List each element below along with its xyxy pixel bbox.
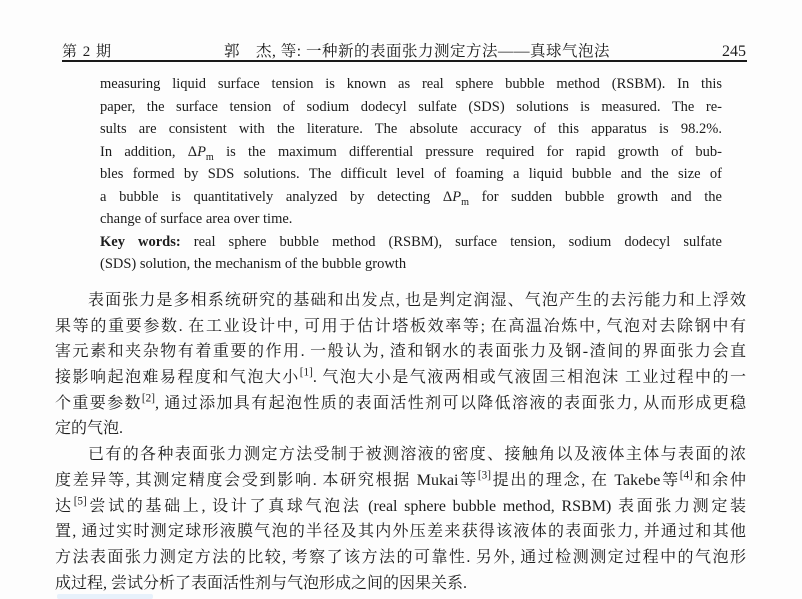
- page-number: 245: [721, 43, 746, 60]
- text-line: 表面张力是多相系统研究的基础和出发点, 也是判定润湿、气泡产生的去污能力和上浮效: [88, 292, 746, 309]
- text-line: bles formed by SDS solutions. The difficult level of foaming a liquid bubble and the size of: [100, 166, 722, 182]
- text-line: a bubble is quantitatively analyzed by detecting $\Delta P_m$ for sudden bubble growth and the: [100, 188, 722, 208]
- text-line: 果等的重要参数. 在工业设计中, 可用于估计塔板效率等; 在高温冶炼中, 气泡对去除钢中有: [55, 317, 746, 335]
- text-line: 成过程, 尝试分析了表面活性剂与气泡形成之间的因果关系.: [55, 574, 468, 592]
- text-line: In addition, $\Delta P_m$ is the maximum differential pressure required for rapid growth of bub-: [100, 143, 722, 163]
- running-title: 郭 杰, 等: 一种新的表面张力测定方法——真球气泡法: [224, 43, 610, 60]
- text-line: 度差异等, 其测定精度会受到影响. 本研究根据 Mukai等[3]提出的理念, 在 Takebe等[4]和余仲: [55, 469, 746, 489]
- body-paragraph-1: [55, 288, 746, 442]
- text-line: 置, 通过实时测定球形液膜气泡的半径及其内外压差来获得该液体的表面张力, 并通过和其他: [55, 523, 746, 541]
- text-line: 已有的各种表面张力测定方法受制于被测溶液的密度、接触角以及液体主体与表面的浓: [88, 446, 746, 464]
- text-line: change of surface area over time.: [100, 211, 293, 227]
- header-rule: [62, 60, 747, 62]
- body-paragraph-2: [55, 442, 746, 596]
- text-line: 接影响起泡难易程度和气泡大小[1]. 气泡大小是气液两相或气液固三相泡沫 工业过程中的一: [55, 366, 746, 387]
- text-line: 达[5]尝试的基础上, 设计了真球气泡法 (real sphere bubble method, RSBM) 表面张力测定装: [55, 495, 746, 515]
- text-line: 方法表面张力测定方法的比较, 考察了该方法的可靠性. 另外, 通过检测测定过程中的气泡形: [55, 548, 746, 566]
- body-text: [55, 288, 746, 596]
- text-line: 定的气泡.: [55, 420, 124, 438]
- text-line: (SDS) solution, the mechanism of the bubble growth: [100, 256, 407, 272]
- text-line: 个重要参数[2], 通过添加具有起泡性质的表面活性剂可以降低溶液的表面张力, 从而形成更稳: [55, 392, 746, 412]
- abstract-block: [100, 73, 722, 276]
- text-line: measuring liquid surface tension is known as real sphere bubble method (RSBM). In this: [100, 76, 722, 92]
- journal-issue: 第 2 期: [62, 44, 113, 60]
- scan-artifact: [57, 594, 153, 599]
- page-header: [62, 39, 746, 61]
- text-line: paper, the surface tension of sodium dodecyl sulfate (SDS) solutions is measured. The re-: [100, 98, 722, 115]
- text-line: Key words: real sphere bubble method (RSBM), surface tension, sodium dodecyl sulfate: [100, 233, 722, 250]
- text-line: sults are consistent with the literature. The absolute accuracy of this apparatus is 98.2%.: [100, 121, 722, 137]
- text-line: 害元素和夹杂物有着重要的作用. 一般认为, 渣和钢水的表面张力及钢-渣间的界面张力会直: [55, 343, 746, 361]
